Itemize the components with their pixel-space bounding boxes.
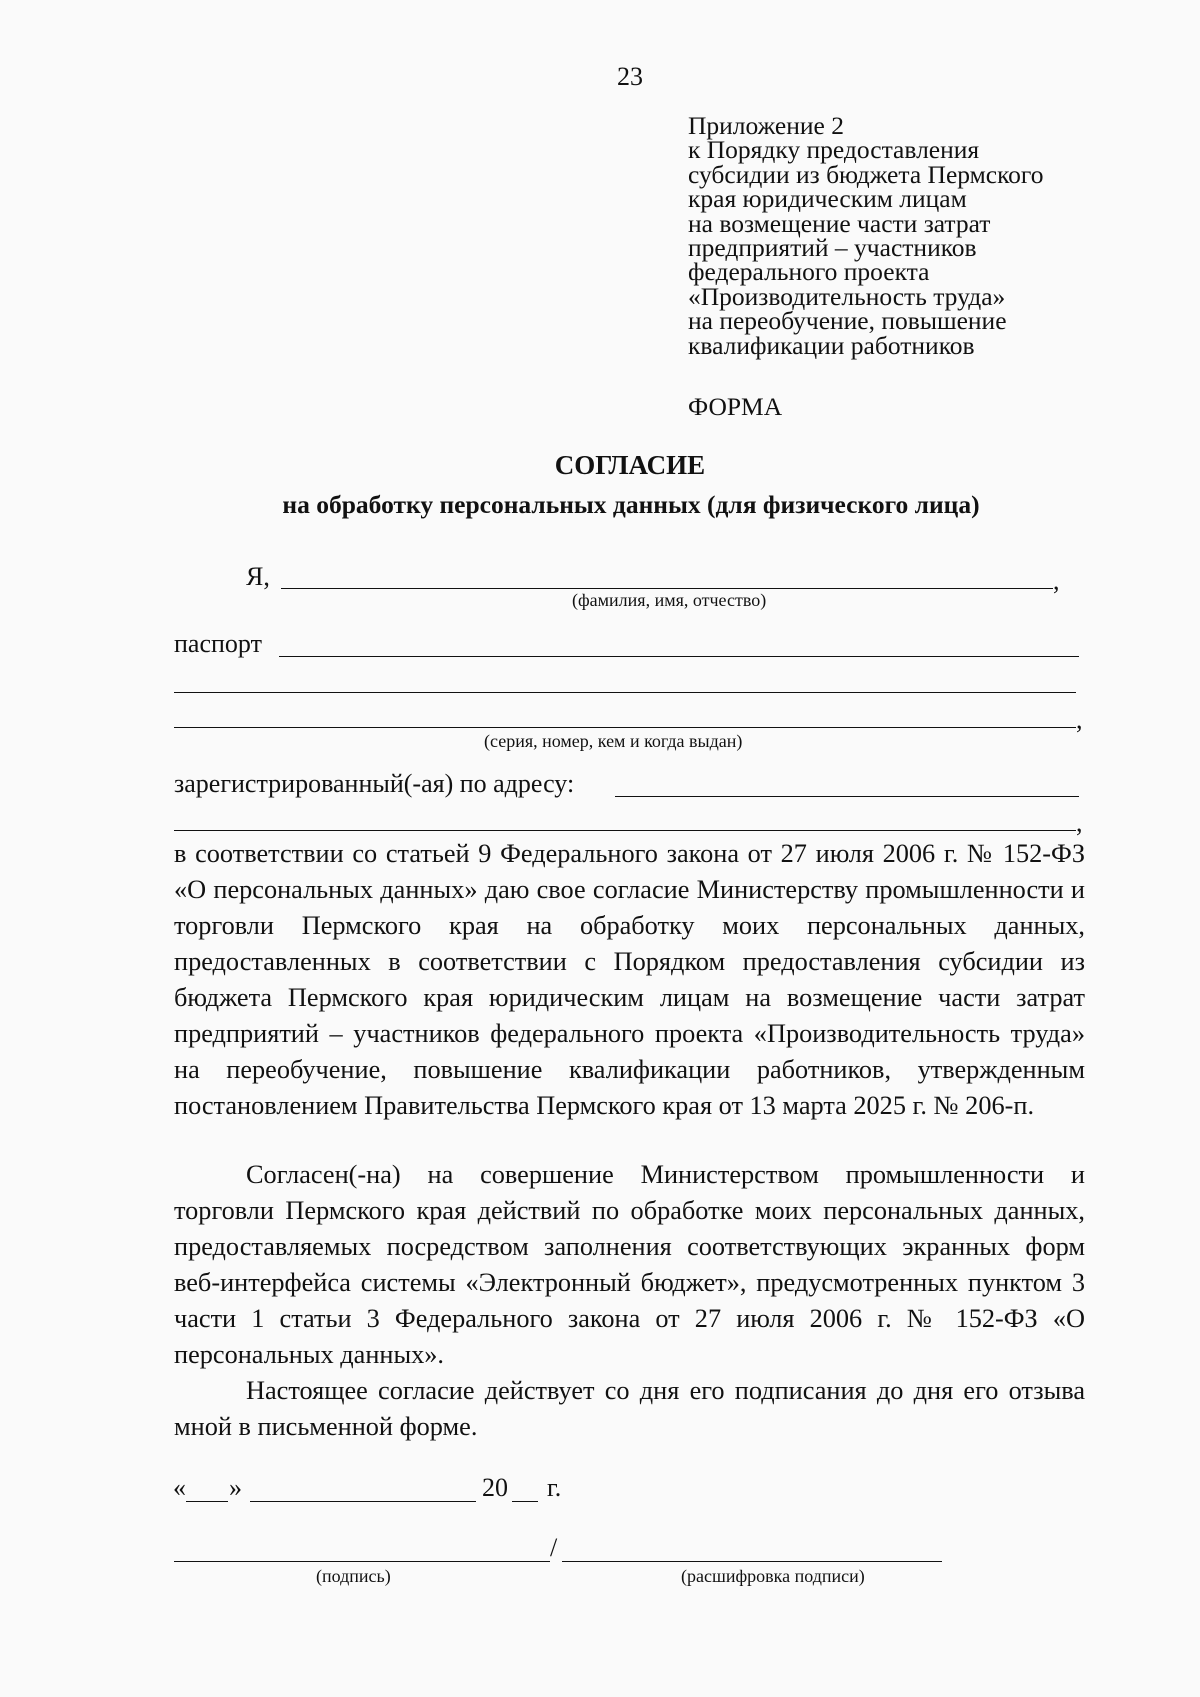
passport-field-line-2[interactable] xyxy=(174,692,1076,693)
appendix-line: на возмещение части затрат xyxy=(688,208,991,238)
signature-slash: / xyxy=(550,1533,558,1562)
signature-hint: (подпись) xyxy=(316,1566,391,1586)
appendix-line: предприятий – участников xyxy=(688,233,977,263)
consent-paragraph-3: Настоящее согласие действует со дня его подписания до дня его отзыва мной в письменной форме. xyxy=(174,1376,1085,1441)
passport-field-line-1[interactable] xyxy=(279,656,1079,657)
document-title: СОГЛАСИЕ xyxy=(554,450,706,480)
passport-label: паспорт xyxy=(174,629,262,658)
appendix-line: квалификации работников xyxy=(688,330,975,360)
appendix-line: на переобучение, повышение xyxy=(688,306,1007,336)
signature-decoding-field-line[interactable] xyxy=(562,1561,942,1562)
consent-paragraph-1: в соответствии со статьей 9 Федерального закона от 27 июля 2006 г. № 152-ФЗ «О персональных данных» даю свое согласие Министерству промышленности и торговли Пермского края на обработку моих персональных данных, предоставленных в соответствии с Порядком предоставления субсидии из бюджета Пермского края юридическим лицам на возмещение части затрат предприятий – участников федерального проекта «Производительность труда» на переобучение, повышение квалификации работников, утвержденным постановлением Правительства Пермского края от 13 марта 2025 г. № 206-п. xyxy=(174,839,1085,1120)
address-field-line-1[interactable] xyxy=(615,796,1079,797)
appendix-header xyxy=(688,111,1108,360)
page-number: 23 xyxy=(617,62,643,91)
address-label: зарегистрированный(-ая) по адресу: xyxy=(174,769,575,798)
year-field-line[interactable] xyxy=(512,1501,538,1502)
address-comma: , xyxy=(1076,808,1083,837)
year-prefix: 20 xyxy=(482,1473,508,1502)
name-comma: , xyxy=(1053,566,1060,595)
i-label: Я, xyxy=(246,562,270,591)
day-field-line[interactable] xyxy=(186,1501,228,1502)
address-field-line-2[interactable] xyxy=(174,830,1076,831)
signature-field-line[interactable] xyxy=(174,1561,550,1562)
signature-decoding-hint: (расшифровка подписи) xyxy=(681,1566,865,1586)
appendix-line: Приложение 2 xyxy=(688,111,844,140)
passport-comma: , xyxy=(1076,705,1083,734)
name-field-line[interactable] xyxy=(281,588,1053,589)
passport-field-line-3[interactable] xyxy=(174,727,1076,728)
date-close-quote: » xyxy=(229,1473,242,1502)
year-suffix: г. xyxy=(547,1473,562,1502)
name-hint: (фамилия, имя, отчество) xyxy=(572,590,767,610)
passport-hint: (серия, номер, кем и когда выдан) xyxy=(484,731,743,751)
month-field-line[interactable] xyxy=(250,1501,476,1502)
appendix-line: субсидии из бюджета Пермского xyxy=(688,159,1044,189)
appendix-line: федерального проекта xyxy=(688,257,930,287)
document-subtitle: на обработку персональных данных (для физического лица) xyxy=(282,490,980,519)
appendix-line: края юридическим лицам xyxy=(688,184,967,214)
appendix-line: к Порядку предоставления xyxy=(688,135,980,165)
consent-paragraph-2: Согласен(-на) на совершение Министерством промышленности и торговли Пермского края действий по обработке моих персональных данных, предоставляемых посредством заполнения соответствующих экранных форм веб-интерфейса системы «Электронный бюджет», предусмотренных пунктом 3 части 1 статьи 3 Федерального закона от 27 июля 2006 г. № 152-ФЗ «О персональных данных». xyxy=(174,1160,1085,1369)
date-open-quote: « xyxy=(173,1473,186,1502)
appendix-line: «Производительность труда» xyxy=(688,281,1006,311)
form-label: ФОРМА xyxy=(688,392,783,421)
